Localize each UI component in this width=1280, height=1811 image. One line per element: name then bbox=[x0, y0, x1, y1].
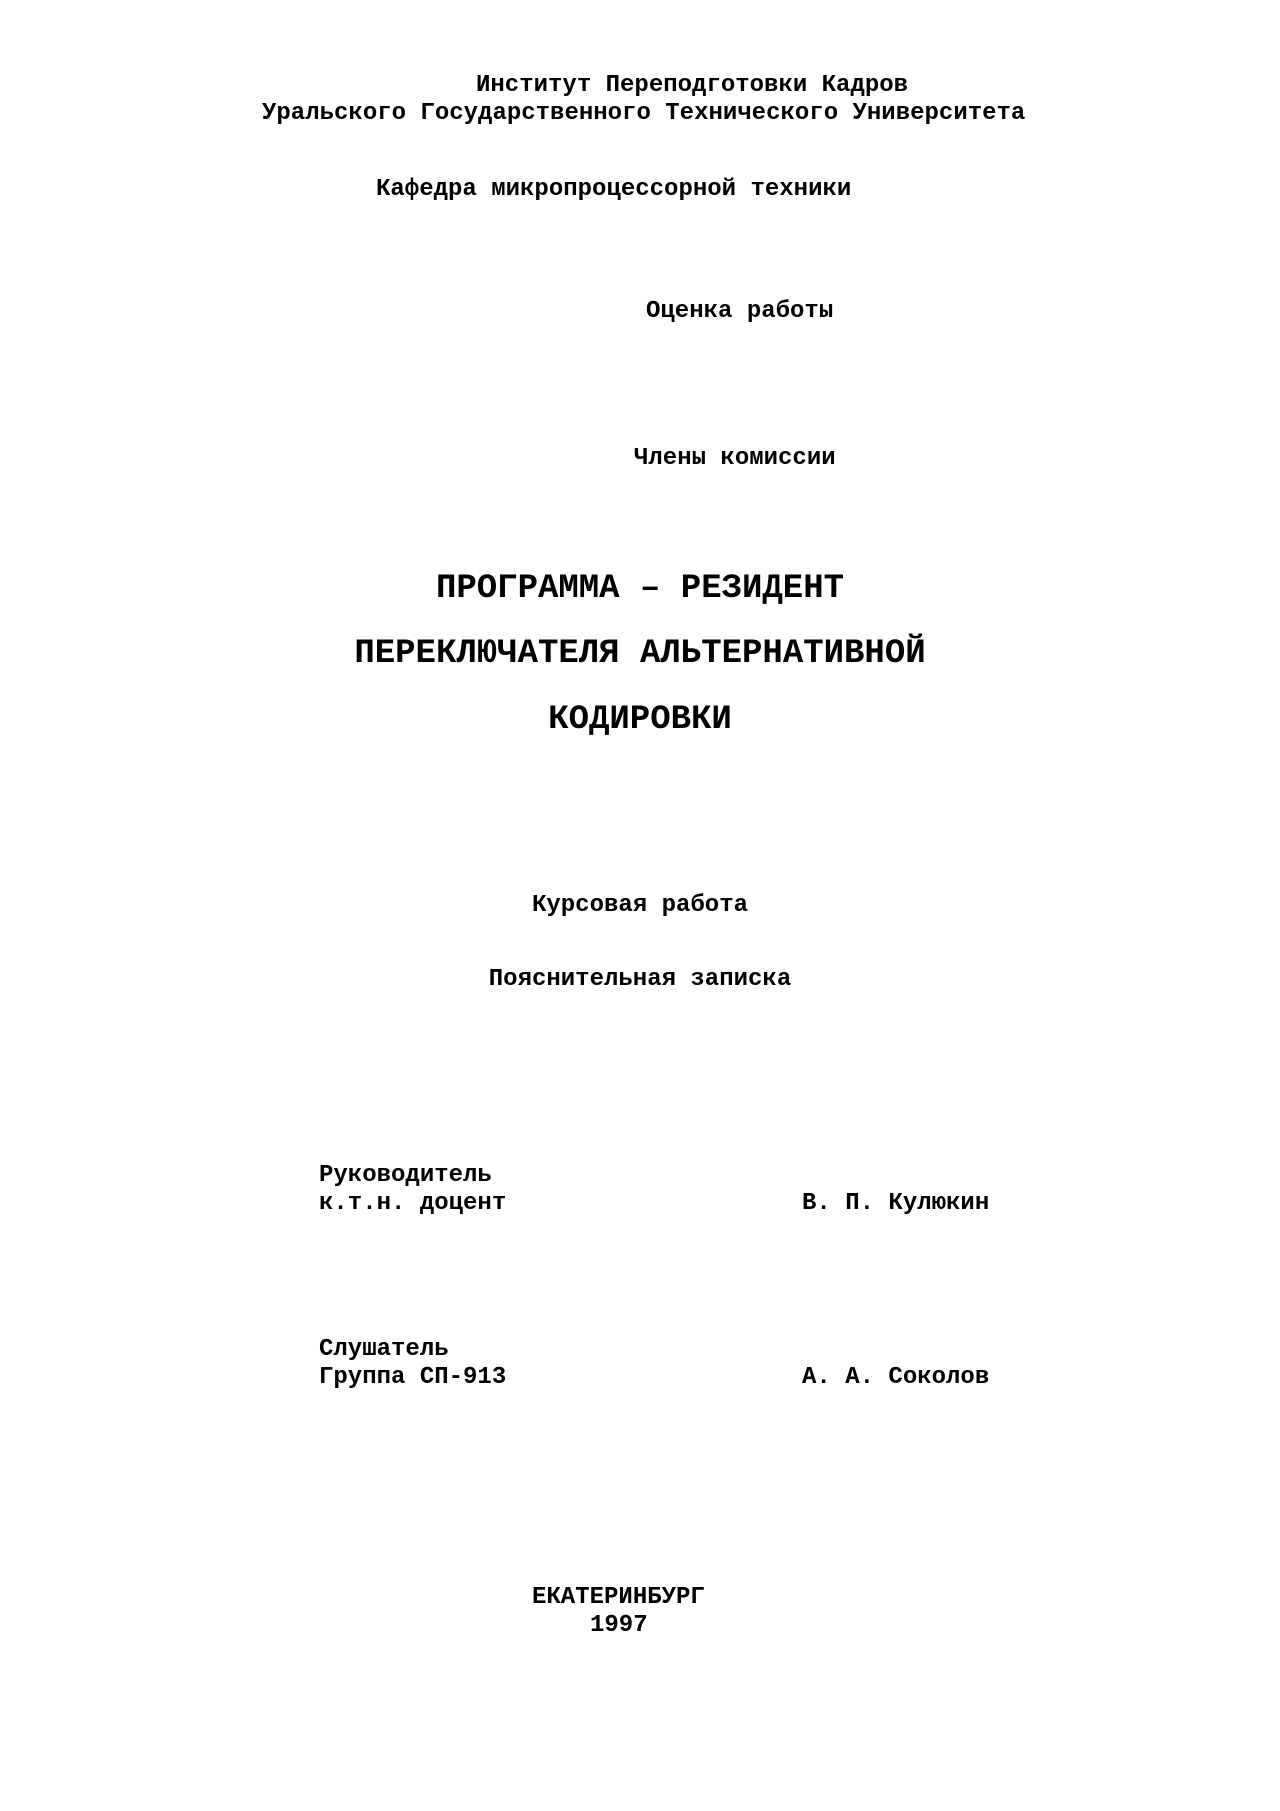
student-group: Группа СП-913 bbox=[319, 1364, 507, 1391]
institute-line-2: Уральского Государственного Технического Университета bbox=[262, 100, 1026, 127]
year: 1997 bbox=[590, 1612, 648, 1639]
work-type: Курсовая работа bbox=[531, 892, 749, 919]
title-line-3: КОДИРОВКИ bbox=[548, 701, 732, 739]
department-name: Кафедра микропроцессорной техники bbox=[376, 176, 852, 203]
document-type: Пояснительная записка bbox=[488, 966, 792, 993]
institute-line-1: Институт Переподготовки Кадров bbox=[476, 72, 909, 99]
title-line-2: ПЕРЕКЛЮЧАТЕЛЯ АЛЬТЕРНАТИВНОЙ bbox=[354, 635, 926, 673]
student-role: Слушатель bbox=[319, 1336, 449, 1363]
supervisor-degree: к.т.н. доцент bbox=[319, 1190, 507, 1217]
student-name: А. А. Соколов bbox=[802, 1364, 990, 1391]
title-line-1: ПРОГРАММА – РЕЗИДЕНТ bbox=[435, 570, 845, 608]
supervisor-role: Руководитель bbox=[319, 1162, 492, 1189]
city: ЕКАТЕРИНБУРГ bbox=[532, 1584, 705, 1611]
committee-label: Члены комиссии bbox=[634, 445, 836, 472]
supervisor-name: В. П. Кулюкин bbox=[802, 1190, 990, 1217]
grade-label: Оценка работы bbox=[646, 298, 834, 325]
